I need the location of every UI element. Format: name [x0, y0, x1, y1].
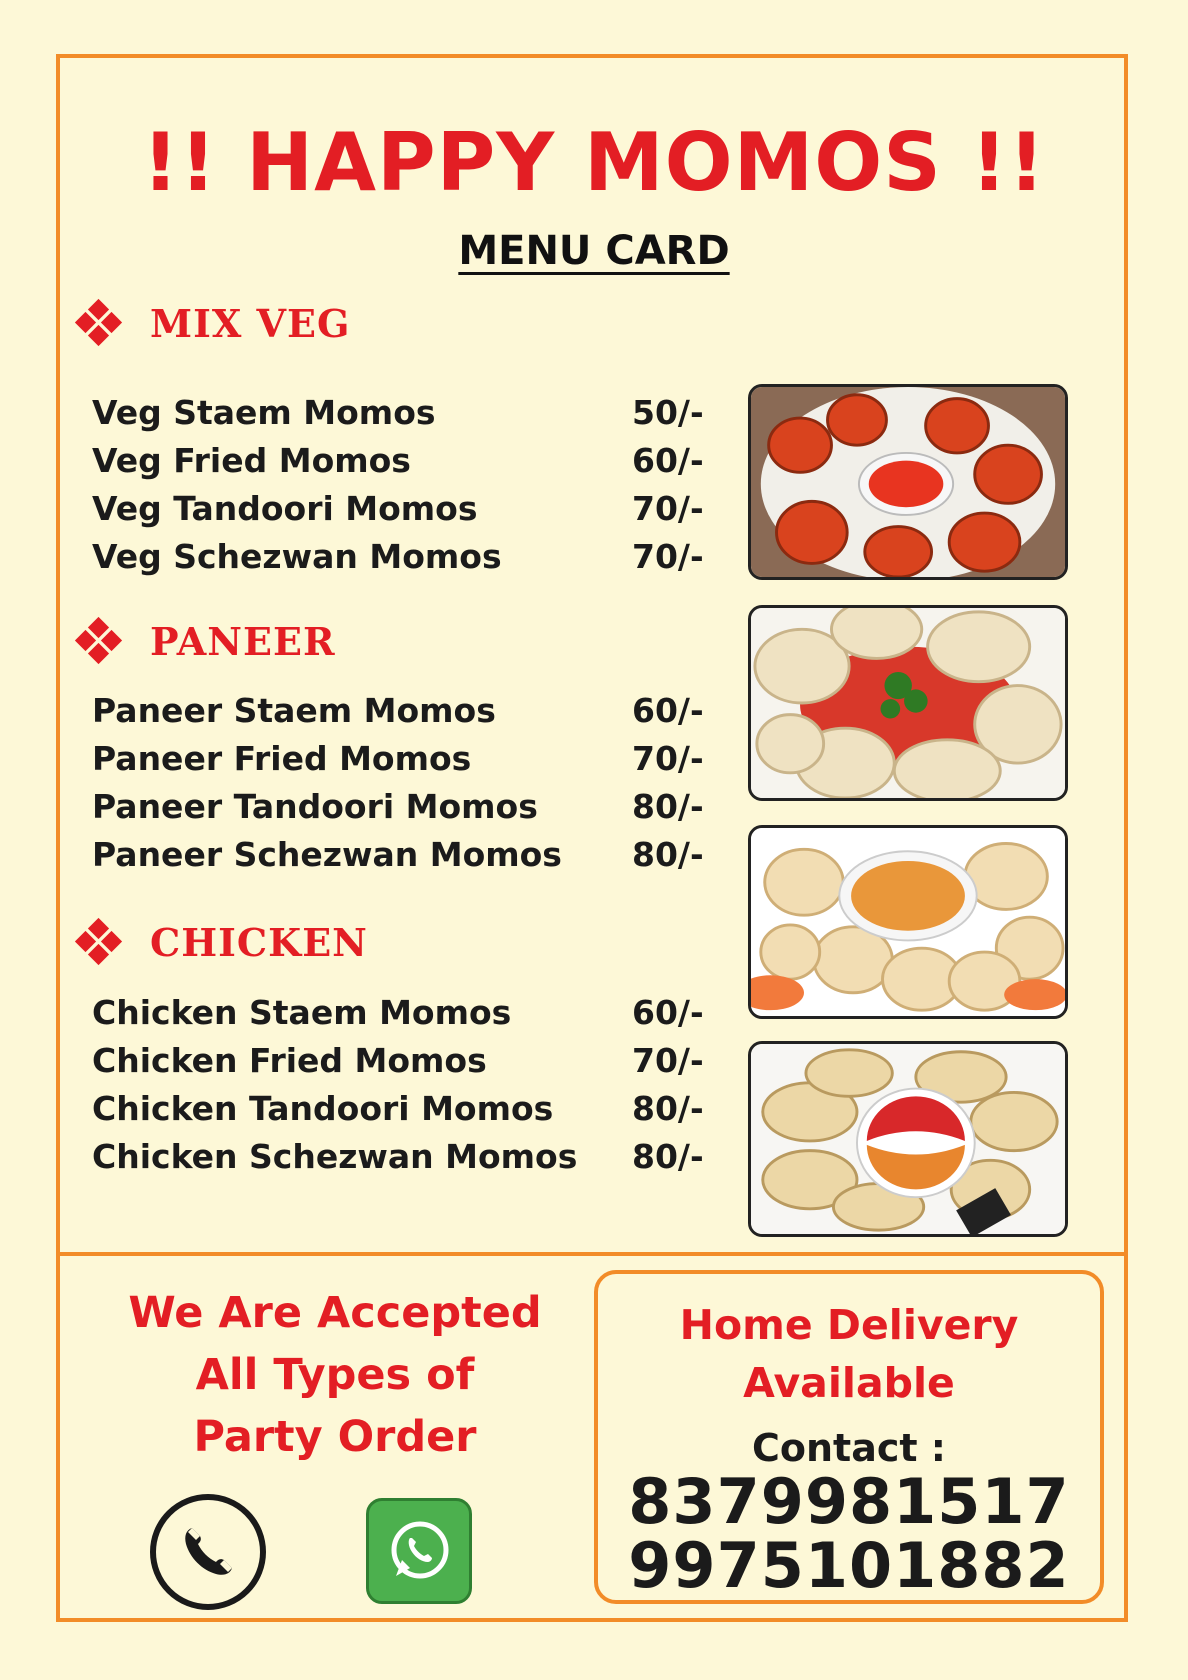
section-label: MIX VEG: [150, 300, 351, 346]
menu-item: [92, 830, 712, 878]
whatsapp-icon[interactable]: [366, 1498, 472, 1604]
section-heading-mix-veg: [74, 298, 350, 348]
item-name: Chicken Staem Momos: [92, 992, 512, 1032]
menu-item: [92, 388, 712, 436]
item-name: Chicken Fried Momos: [92, 1040, 487, 1080]
item-price: 70/-: [632, 536, 704, 576]
item-price: 80/-: [632, 1136, 704, 1176]
item-name: Chicken Tandoori Momos: [92, 1088, 554, 1128]
section-label: PANEER: [150, 618, 336, 664]
item-name: Veg Staem Momos: [92, 392, 436, 432]
home-delivery-note: Home Delivery Available: [679, 1301, 1019, 1407]
menu-item: [92, 1084, 712, 1132]
chicken-momos-photo: [748, 825, 1068, 1019]
item-price: 70/-: [632, 738, 704, 778]
item-price: 80/-: [632, 786, 704, 826]
menu-item: [92, 686, 712, 734]
item-price: 70/-: [632, 488, 704, 528]
menu-item: [92, 1132, 712, 1180]
section-heading-chicken: [74, 917, 368, 967]
section-heading-paneer: [74, 616, 336, 666]
footer-divider: [56, 1252, 1128, 1256]
party-order-note: We Are Accepted All Types of Party Order: [128, 1288, 542, 1462]
menu-item: [92, 532, 712, 580]
menu-item: [92, 988, 712, 1036]
menu-item: [92, 436, 712, 484]
contact-label: Contact :: [752, 1426, 946, 1470]
steamed-momos-photo: [748, 605, 1068, 801]
menu-item: [92, 782, 712, 830]
item-name: Paneer Fried Momos: [92, 738, 472, 778]
section-label: CHICKEN: [150, 919, 368, 965]
item-price: 60/-: [632, 992, 704, 1032]
phone-number-1[interactable]: 8379981517: [628, 1465, 1070, 1538]
menu-list-chicken: [92, 988, 712, 1180]
item-name: Chicken Schezwan Momos: [92, 1136, 578, 1176]
item-name: Veg Schezwan Momos: [92, 536, 502, 576]
phone-number-2[interactable]: 9975101882: [628, 1529, 1070, 1602]
contact-box: [594, 1270, 1104, 1604]
item-name: Paneer Tandoori Momos: [92, 786, 538, 826]
menu-card-subtitle: MENU CARD: [458, 228, 730, 274]
diamond-cluster-icon: [74, 917, 124, 967]
item-price: 80/-: [632, 834, 704, 874]
menu-item: [92, 1036, 712, 1084]
page-title: !! HAPPY MOMOS !!: [142, 116, 1046, 209]
menu-item: [92, 484, 712, 532]
item-name: Paneer Schezwan Momos: [92, 834, 562, 874]
diamond-cluster-icon: [74, 616, 124, 666]
item-name: Veg Tandoori Momos: [92, 488, 478, 528]
menu-list-paneer: [92, 686, 712, 878]
item-name: Paneer Staem Momos: [92, 690, 496, 730]
menu-list-mix-veg: [92, 388, 712, 580]
menu-item: [92, 734, 712, 782]
item-price: 80/-: [632, 1088, 704, 1128]
diamond-cluster-icon: [74, 298, 124, 348]
item-name: Veg Fried Momos: [92, 440, 411, 480]
item-price: 70/-: [632, 1040, 704, 1080]
phone-icon[interactable]: [150, 1494, 266, 1610]
item-price: 50/-: [632, 392, 704, 432]
item-price: 60/-: [632, 690, 704, 730]
item-price: 60/-: [632, 440, 704, 480]
tandoori-momos-photo: [748, 384, 1068, 580]
fried-momos-photo: [748, 1041, 1068, 1237]
